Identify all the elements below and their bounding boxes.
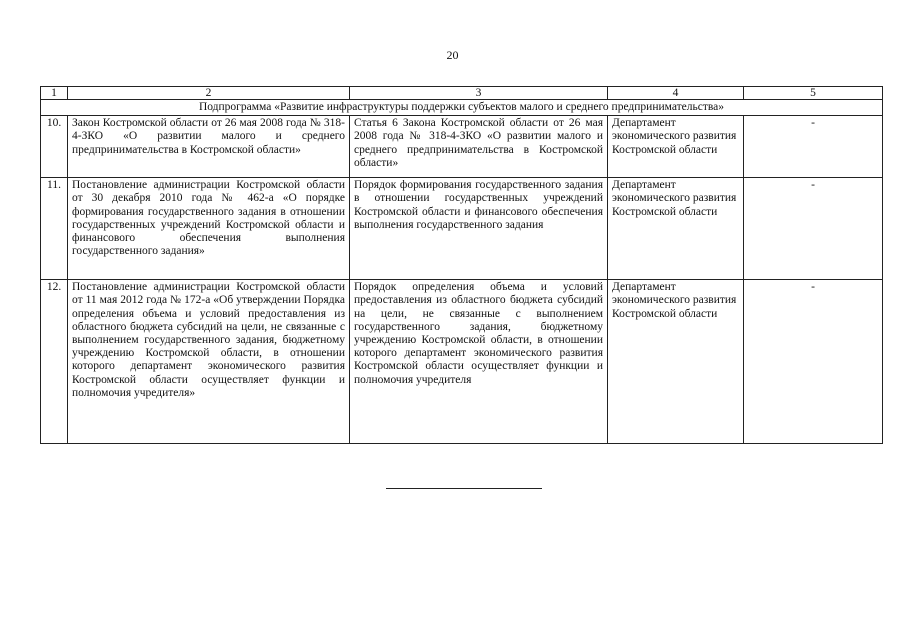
footer-divider	[386, 488, 542, 489]
row-number: 10.	[41, 116, 68, 178]
content-cell: Порядок определения объема и условий предоставления из областного бюджета субсидий на цели, не связанные с выполнением государственного задания, бюджетному учреждению Костромской области, в отношении которого департамент экономического развития Костромской области осуществляет функции и полномочия учредителя	[350, 280, 608, 444]
row-number: 12.	[41, 280, 68, 444]
department-cell: Департамент экономического развития Костромской области	[608, 116, 744, 178]
column-header-4: 4	[608, 87, 744, 100]
legal-act-cell: Закон Костромской области от 26 мая 2008 года № 318-4-ЗКО «О развитии малого и среднего предпринимательства в Костромской области»	[68, 116, 350, 178]
column5-cell: -	[744, 178, 883, 280]
subprogram-title: Подпрограмма «Развитие инфраструктуры поддержки субъектов малого и среднего предпринимательства»	[41, 100, 883, 116]
table-row	[41, 178, 883, 280]
column-header-5: 5	[744, 87, 883, 100]
legal-acts-table	[40, 86, 883, 444]
department-cell: Департамент экономического развития Костромской области	[608, 178, 744, 280]
column-header-2: 2	[68, 87, 350, 100]
page-number: 20	[446, 48, 459, 62]
column-header-3: 3	[350, 87, 608, 100]
column-header-1: 1	[41, 87, 68, 100]
column5-cell: -	[744, 280, 883, 444]
department-cell: Департамент экономического развития Костромской области	[608, 280, 744, 444]
legal-act-cell: Постановление администрации Костромской области от 11 мая 2012 года № 172-а «Об утверждении Порядка определения объема и условий предоставления из областного бюджета субсидий на цели, не связанные с выполнением государственного задания, бюджетному учреждению Костромской области, в отношении которого департамент экономического развития Костромской области осуществляет функции и полномочия учредителя»	[68, 280, 350, 444]
content-cell: Статья 6 Закона Костромской области от 26 мая 2008 года № 318-4-ЗКО «О развитии малого и среднего предпринимательства в Костромской области»	[350, 116, 608, 178]
subprogram-row	[41, 100, 883, 116]
table-row	[41, 280, 883, 444]
column5-cell: -	[744, 116, 883, 178]
column-number-row	[41, 87, 883, 100]
table-row	[41, 116, 883, 178]
content-cell: Порядок формирования государственного задания в отношении государственных учреждений Костромской области и финансового обеспечения выполнения государственного задания	[350, 178, 608, 280]
legal-act-cell: Постановление администрации Костромской области от 30 декабря 2010 года № 462-а «О порядке формирования государственного задания в отношении государственных учреждений Костромской области и финансового обеспечения выполнения государственного задания»	[68, 178, 350, 280]
row-number: 11.	[41, 178, 68, 280]
